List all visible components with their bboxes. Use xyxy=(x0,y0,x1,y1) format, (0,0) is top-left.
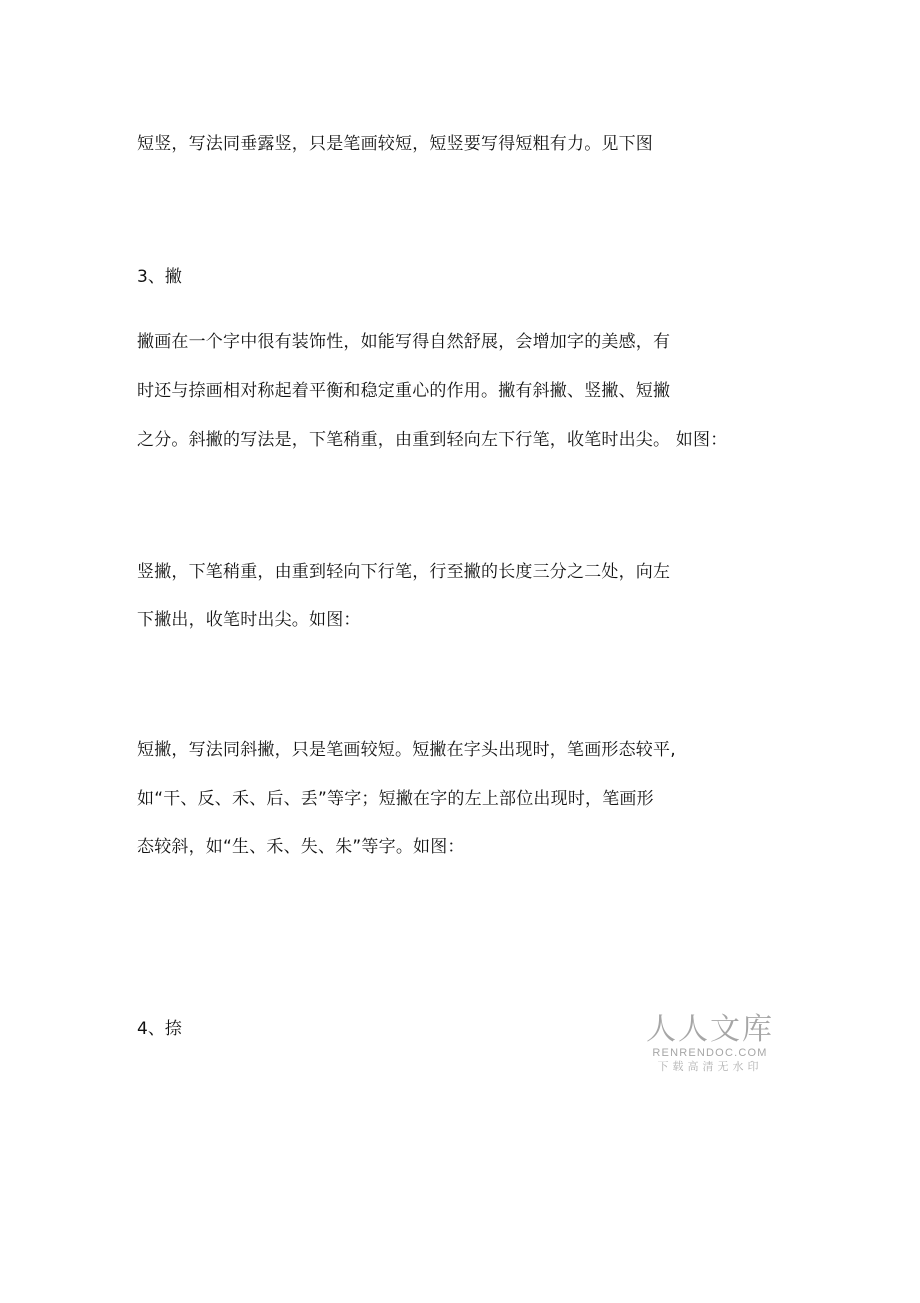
watermark-logo xyxy=(640,1013,780,1074)
watermark-title: 人人文库 xyxy=(646,1012,774,1047)
paragraph-short-vertical: 短竖，写法同垂露竖，只是笔画较短，短竖要写得短粗有力。见下图 xyxy=(137,134,653,154)
paragraph-line: 态较斜，如“生、禾、失、朱”等字。如图： xyxy=(137,837,465,857)
paragraph-line: 下撇出，收笔时出尖。如图： xyxy=(137,610,361,630)
paragraph-line: 之分。斜撇的写法是，下笔稍重，由重到轻向左下行笔，收笔时出尖。 如图： xyxy=(137,430,728,450)
watermark-url: RENRENDOC.COM xyxy=(652,1047,768,1059)
section-heading-4: 4、捺 xyxy=(137,1019,182,1039)
paragraph-line: 如“干、反、禾、后、丢”等字；短撇在字的左上部位出现时，笔画形 xyxy=(137,789,654,809)
paragraph-line: 短撇，写法同斜撇，只是笔画较短。短撇在字头出现时，笔画形态较平, xyxy=(137,740,676,760)
paragraph-line: 时还与捺画相对称起着平衡和稳定重心的作用。撇有斜撇、竖撇、短撇 xyxy=(137,381,671,401)
paragraph-line: 撇画在一个字中很有装饰性，如能写得自然舒展，会增加字的美感，有 xyxy=(137,332,671,352)
section-heading-3: 3、撇 xyxy=(137,267,182,287)
watermark-subtitle: 下载高清无水印 xyxy=(657,1060,763,1073)
paragraph-line: 竖撇，下笔稍重，由重到轻向下行笔，行至撇的长度三分之二处，向左 xyxy=(137,562,671,582)
